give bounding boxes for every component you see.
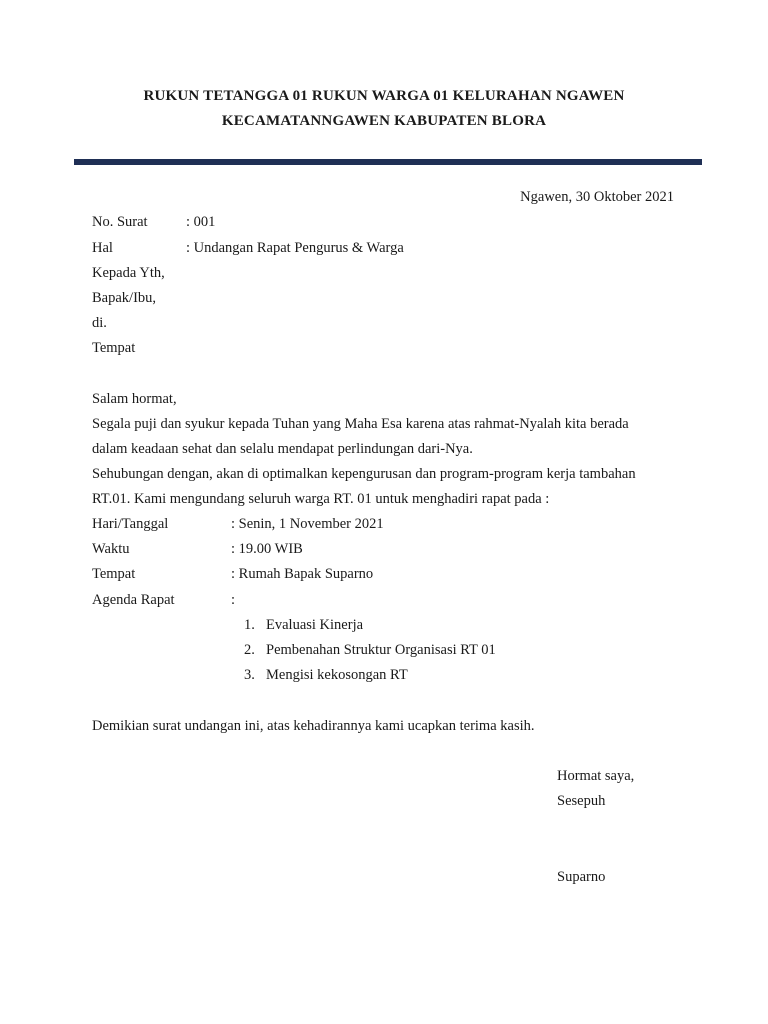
recipient-line: Tempat xyxy=(92,340,136,356)
recipient-line: di. xyxy=(92,315,107,331)
greeting: Salam hormat, xyxy=(92,391,177,407)
detail-label-time: Waktu xyxy=(92,541,130,557)
agenda-number: 1. xyxy=(244,617,255,633)
signature-name: Suparno xyxy=(557,869,606,885)
meta-label-subject: Hal xyxy=(92,240,113,256)
detail-value-day: : Senin, 1 November 2021 xyxy=(231,516,384,532)
detail-value-agenda: : xyxy=(231,592,236,608)
letterhead-line-1: RUKUN TETANGGA 01 RUKUN WARGA 01 KELURAHAN NGAWEN xyxy=(143,88,625,104)
body-line: Sehubungan dengan, akan di optimalkan kepengurusan dan program-program kerja tambahan xyxy=(92,466,636,482)
agenda-item: Evaluasi Kinerja xyxy=(266,617,364,633)
meta-label-number: No. Surat xyxy=(92,214,148,230)
detail-label-day: Hari/Tanggal xyxy=(92,516,169,532)
signature-greeting: Hormat saya, xyxy=(557,768,635,784)
meta-value-number: : 001 xyxy=(186,214,216,230)
body-line: dalam keadaan sehat dan selalu mendapat perlindungan dari-Nya. xyxy=(92,441,473,457)
recipient-line: Bapak/Ibu, xyxy=(92,290,157,306)
signature-title: Sesepuh xyxy=(557,793,606,809)
detail-label-place: Tempat xyxy=(92,566,136,582)
meta-value-subject: : Undangan Rapat Pengurus & Warga xyxy=(186,240,404,256)
agenda-item: Pembenahan Struktur Organisasi RT 01 xyxy=(266,642,496,658)
detail-label-agenda: Agenda Rapat xyxy=(92,592,175,608)
detail-value-time: : 19.00 WIB xyxy=(231,541,303,557)
body-line: Segala puji dan syukur kepada Tuhan yang Maha Esa karena atas rahmat-Nyalah kita berada xyxy=(92,416,629,432)
agenda-number: 3. xyxy=(244,667,255,683)
letter-date: Ngawen, 30 Oktober 2021 xyxy=(520,189,674,205)
agenda-number: 2. xyxy=(244,642,255,658)
recipient-line: Kepada Yth, xyxy=(92,265,165,281)
detail-value-place: : Rumah Bapak Suparno xyxy=(231,566,374,582)
closing-sentence: Demikian surat undangan ini, atas kehadirannya kami ucapkan terima kasih. xyxy=(92,718,535,734)
letterhead-divider xyxy=(74,159,702,165)
body-line: RT.01. Kami mengundang seluruh warga RT. 01 untuk menghadiri rapat pada : xyxy=(92,491,550,507)
agenda-item: Mengisi kekosongan RT xyxy=(266,667,408,683)
letterhead-line-2: KECAMATANNGAWEN KABUPATEN BLORA xyxy=(221,113,547,129)
